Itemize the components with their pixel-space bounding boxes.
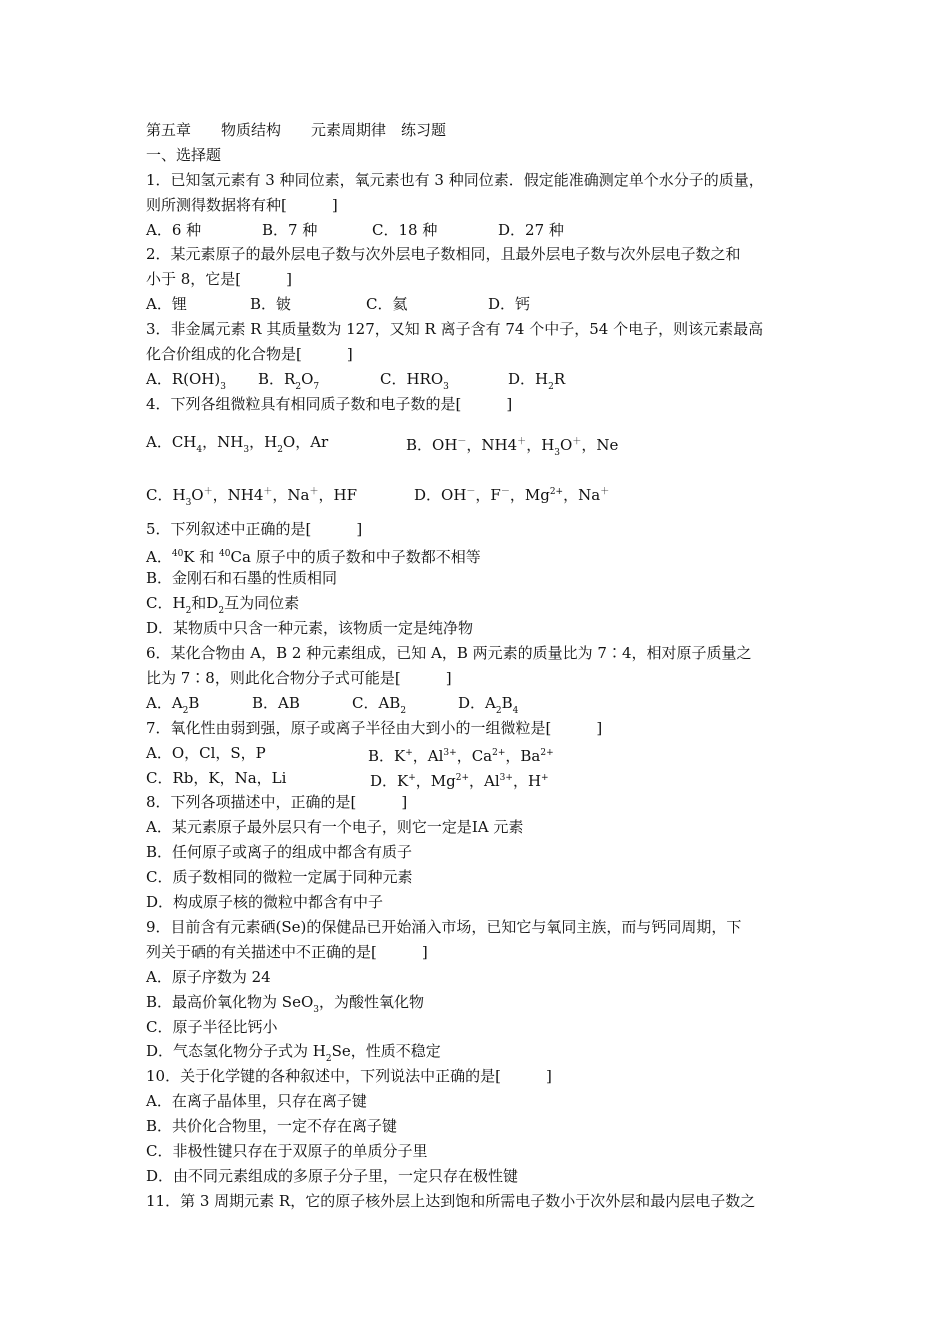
q4-options-ab	[146, 417, 810, 467]
q9-option-b: B．最高价氧化物为 SeO$_3$，为酸性氧化物	[146, 992, 424, 1015]
q6-option-a: A．$A_2B$	[146, 693, 200, 716]
q1-option-b: B．7 种	[262, 220, 318, 239]
q5-option-a: A．$^{40}$K 和 $^{40}$Ca 原子中的质子数和中子数都不相等	[146, 547, 481, 566]
q6-stem-line1: 6．某化合物由 A，B 2 种元素组成，已知 A，B 两元素的质量比为 7∶4，相对原子质量之	[146, 644, 752, 663]
document-title: 第五章 物质结构 元素周期律 练习题	[146, 121, 447, 139]
q7-options-ab	[146, 741, 810, 766]
q7-options-cd	[146, 766, 810, 791]
q10-stem: 10．关于化学键的各种叙述中，下列说法中正确的是[ ]	[146, 1067, 552, 1086]
q2-option-d: D．钙	[488, 295, 531, 314]
q11-stem-line1: 11．第 3 周期元素 R，它的原子核外层上达到饱和所需电子数小于次外层和最内层电子数之	[146, 1191, 756, 1210]
q6-options	[146, 691, 810, 716]
q9-option-b-text2: ，为酸性氧化物	[318, 992, 424, 1011]
q3-option-a: A．$R(OH)_3$	[146, 369, 226, 392]
q3-stem-line1: 3．非金属元素 R 其质量数为 127，又知 R 离子含有 74 个中子，54 个电子，则该元素最高	[146, 320, 764, 339]
q2-options	[146, 292, 810, 317]
q7-option-d: D．K+，$Mg^{2+}$，$Al^{3+}$，H+	[370, 771, 549, 790]
q7-option-c: C．Rb，K，Na，Li	[146, 768, 287, 787]
q2-option-b: B．铍	[250, 295, 292, 314]
q6-stem-line2: 比为 7∶8，则此化合物分子式可能是[ ]	[146, 669, 452, 688]
q1-option-c: C．18 种	[372, 220, 438, 239]
q1-stem-line2: 则所测得数据将有种[ ]	[146, 195, 338, 214]
q2-stem-line1: 2．某元素原子的最外层电子数与次外层电子数相同，且最外层电子数与次外层电子数之和	[146, 245, 741, 264]
q4-options-cd	[146, 467, 810, 517]
q1-option-a: A．6 种	[146, 220, 202, 239]
q9-option-d-text1: D．气态氢化物分子式为 H	[146, 1042, 326, 1061]
q4-option-a: A．$CH_4$，$NH_3$，$H_2O$，Ar	[146, 432, 329, 455]
q9-stem-line1: 9．目前含有元素硒(Se)的保健品已开始涌入市场，已知它与氧同主族，而与钙同周期，下	[146, 917, 742, 936]
q5-stem: 5．下列叙述中正确的是[ ]	[146, 519, 363, 538]
q4-option-b: B．OH－，NH4＋，$H_3O^+$，Ne	[406, 435, 619, 458]
q5-option-b: B．金刚石和石墨的性质相同	[146, 569, 338, 588]
q6-option-b: B．AB	[252, 693, 300, 712]
q7-option-b: B．K+，$Al^{3+}$，$Ca^{2+}$，$Ba^{2+}$	[368, 746, 554, 765]
q1-option-d: D．27 种	[498, 220, 564, 239]
q4-option-d: D．OH－，F－，$Mg^{2+}$，Na＋	[414, 485, 610, 504]
q9-option-c: C．原子半径比钙小	[146, 1017, 278, 1036]
q8-stem: 8．下列各项描述中，正确的是[ ]	[146, 793, 408, 812]
q3-option-d: D．$H_2R$	[508, 369, 566, 392]
q7-stem: 7．氧化性由弱到强，原子或离子半径由大到小的一组微粒是[ ]	[146, 718, 603, 737]
q5-option-d: D．某物质中只含一种元素，该物质一定是纯净物	[146, 619, 474, 638]
q9-option-a: A．原子序数为 24	[146, 967, 271, 986]
q10-option-d: D．由不同元素组成的多原子分子里，一定只存在极性键	[146, 1166, 519, 1185]
q3-stem-line2: 化合价组成的化合物是[ ]	[146, 345, 353, 364]
q6-option-c: C．$AB_2$	[352, 693, 407, 716]
q3-option-c: C．$HRO_3$	[380, 369, 449, 392]
q8-option-d: D．构成原子核的微粒中都含有中子	[146, 893, 384, 912]
q9-option-d-text2: Se，性质不稳定	[331, 1042, 441, 1061]
q9-option-b-text1: B．最高价氧化物为 SeO	[146, 992, 314, 1011]
q3-options	[146, 367, 810, 392]
q5-option-c: C．$H_2$和$D_2$互为同位素	[146, 594, 300, 617]
q7-option-a: A．O，Cl，S，P	[146, 743, 266, 762]
q2-option-a: A．锂	[146, 295, 187, 314]
section-heading: 一、选择题	[146, 145, 222, 164]
q8-option-a: A．某元素原子最外层只有一个电子，则它一定是ⅠA 元素	[146, 818, 524, 837]
q2-option-c: C．氦	[366, 295, 408, 314]
q9-stem-line2: 列关于硒的有关描述中不正确的是[ ]	[146, 942, 428, 961]
q10-option-c: C．非极性键只存在于双原子的单质分子里	[146, 1141, 428, 1160]
q1-stem-line1: 1．已知氢元素有 3 种同位素，氧元素也有 3 种同位素．假定能准确测定单个水分子的质量，	[146, 170, 764, 189]
exercise-content	[146, 118, 810, 1214]
q6-option-d: D．$A_2B_4$	[458, 693, 519, 716]
q5-option-a-text2: Ca 原子中的质子数和中子数都不相等	[230, 547, 481, 566]
q5-option-a-text1: K 和	[183, 547, 220, 566]
q3-option-b: B．$R_2O_7$	[258, 369, 320, 392]
q9-option-d: D．气态氢化物分子式为 $H_2Se$，性质不稳定	[146, 1042, 441, 1065]
q4-stem: 4．下列各组微粒具有相同质子数和电子数的是[ ]	[146, 394, 513, 413]
q10-option-a: A．在离子晶体里，只存在离子键	[146, 1092, 367, 1111]
q8-option-c: C．质子数相同的微粒一定属于同种元素	[146, 868, 413, 887]
q4-option-c: C．$H_3O^+$，NH4＋，Na＋，HF	[146, 485, 357, 508]
q1-options	[146, 218, 810, 243]
q10-option-b: B．共价化合物里，一定不存在离子键	[146, 1117, 398, 1136]
q8-option-b: B．任何原子或离子的组成中都含有质子	[146, 843, 413, 862]
q2-stem-line2: 小于 8，它是[ ]	[146, 270, 293, 289]
